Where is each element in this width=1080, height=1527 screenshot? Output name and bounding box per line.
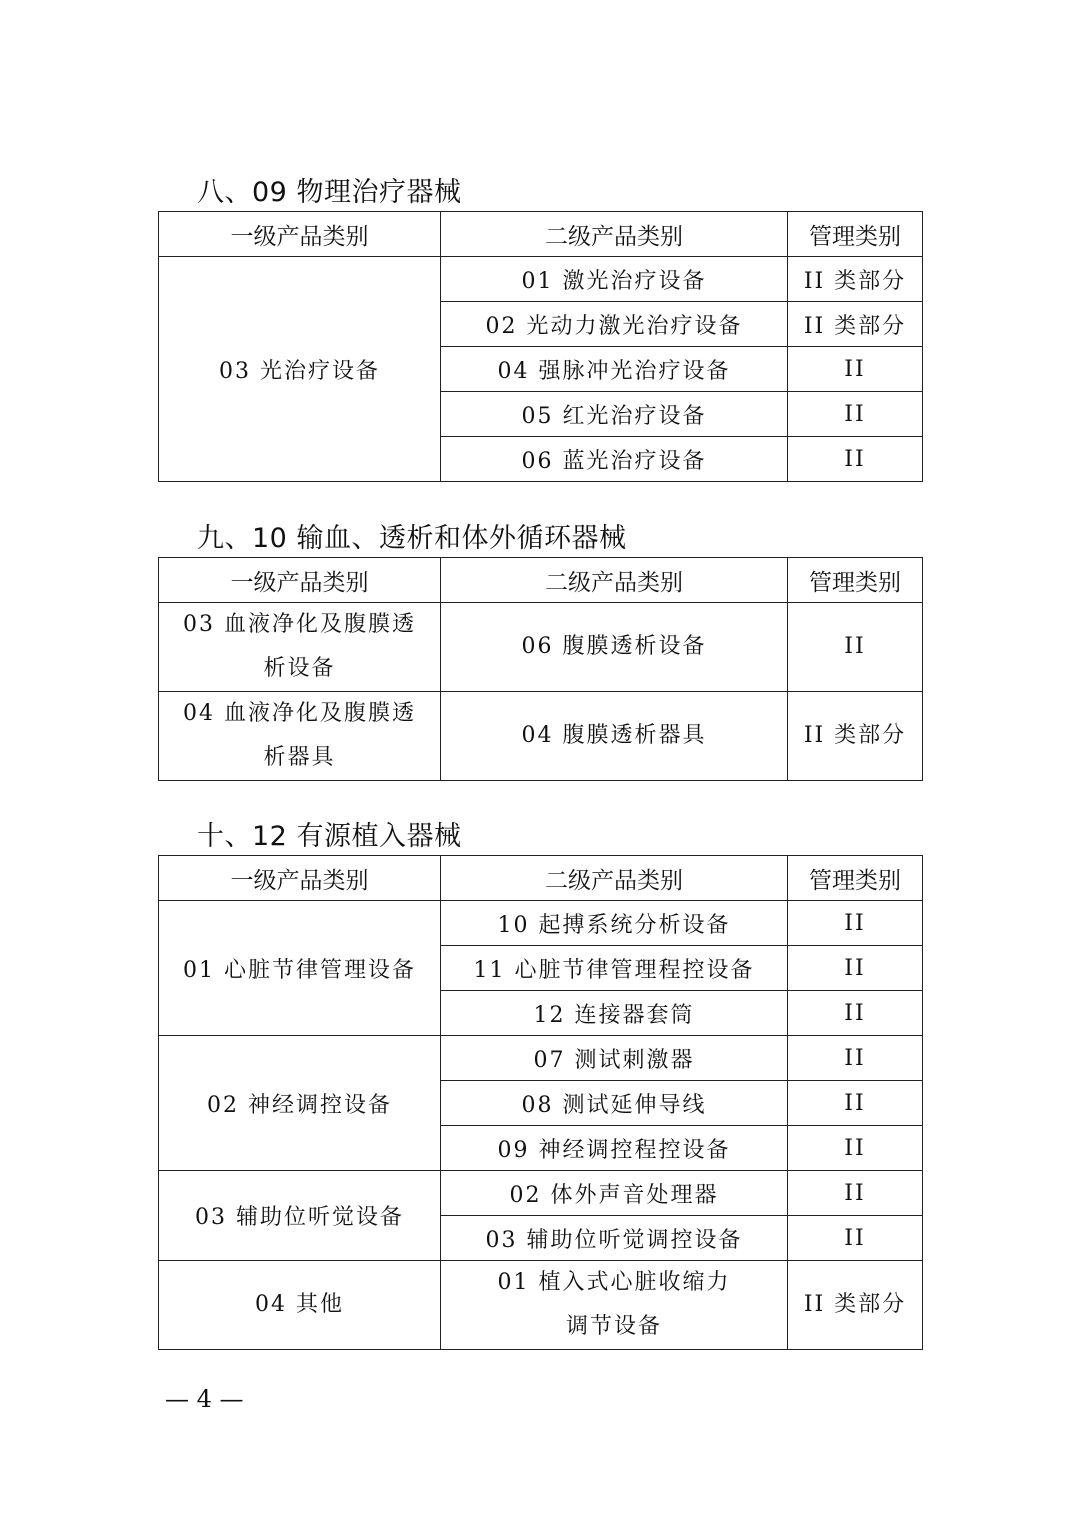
management-class-cell: II 类部分 — [788, 302, 923, 347]
table-physical-therapy — [158, 211, 923, 482]
header-secondary-category: 二级产品类别 — [441, 856, 788, 901]
table-dialysis — [158, 557, 923, 781]
management-class-cell: II — [788, 603, 923, 692]
management-class-cell: II — [788, 946, 923, 991]
header-secondary-category: 二级产品类别 — [441, 558, 788, 603]
secondary-category-cell: 09 神经调控程控设备 — [441, 1126, 788, 1171]
secondary-category-cell: 06 腹膜透析设备 — [441, 603, 788, 692]
primary-category-cell: 03 光治疗设备 — [159, 257, 441, 482]
table-row — [159, 901, 923, 946]
management-class-cell: II 类部分 — [788, 692, 923, 781]
table-row — [159, 257, 923, 302]
table-row — [159, 1171, 923, 1216]
primary-category-cell: 03 辅助位听觉设备 — [159, 1171, 441, 1261]
secondary-category-cell: 03 辅助位听觉调控设备 — [441, 1216, 788, 1261]
secondary-category-cell: 01 激光治疗设备 — [441, 257, 788, 302]
table-header-row — [159, 558, 923, 603]
secondary-category-cell: 12 连接器套筒 — [441, 991, 788, 1036]
section-title-active-implant: 十、12 有源植入器械 — [197, 821, 462, 852]
header-secondary-category: 二级产品类别 — [441, 212, 788, 257]
management-class-cell: II — [788, 1036, 923, 1081]
secondary-category-cell: 10 起搏系统分析设备 — [441, 901, 788, 946]
management-class-cell: II — [788, 347, 923, 392]
management-class-cell: II — [788, 437, 923, 482]
primary-category-cell: 04 其他 — [159, 1261, 441, 1350]
secondary-category-cell: 07 测试刺激器 — [441, 1036, 788, 1081]
management-class-cell: II 类部分 — [788, 257, 923, 302]
primary-category-cell: 02 神经调控设备 — [159, 1036, 441, 1171]
header-management-class: 管理类别 — [788, 856, 923, 901]
header-management-class: 管理类别 — [788, 558, 923, 603]
table-row — [159, 1261, 923, 1350]
header-primary-category: 一级产品类别 — [159, 212, 441, 257]
secondary-category-cell: 08 测试延伸导线 — [441, 1081, 788, 1126]
secondary-category-cell: 02 光动力激光治疗设备 — [441, 302, 788, 347]
table-active-implant — [158, 855, 923, 1350]
secondary-category-cell: 06 蓝光治疗设备 — [441, 437, 788, 482]
secondary-category-cell: 01 植入式心脏收缩力调节设备 — [441, 1261, 788, 1350]
primary-category-cell: 03 血液净化及腹膜透析设备 — [159, 603, 441, 692]
page-number: — 4 — — [165, 1385, 244, 1413]
management-class-cell: II — [788, 1126, 923, 1171]
table-header-row — [159, 212, 923, 257]
management-class-cell: II — [788, 1171, 923, 1216]
table-row — [159, 692, 923, 781]
header-primary-category: 一级产品类别 — [159, 856, 441, 901]
table-row — [159, 603, 923, 692]
primary-category-cell: 04 血液净化及腹膜透析器具 — [159, 692, 441, 781]
header-management-class: 管理类别 — [788, 212, 923, 257]
management-class-cell: II — [788, 991, 923, 1036]
secondary-category-cell: 04 强脉冲光治疗设备 — [441, 347, 788, 392]
section-title-dialysis: 九、10 输血、透析和体外循环器械 — [197, 523, 627, 554]
management-class-cell: II — [788, 392, 923, 437]
secondary-category-cell: 02 体外声音处理器 — [441, 1171, 788, 1216]
management-class-cell: II 类部分 — [788, 1261, 923, 1350]
table-row — [159, 1036, 923, 1081]
secondary-category-cell: 05 红光治疗设备 — [441, 392, 788, 437]
management-class-cell: II — [788, 1081, 923, 1126]
management-class-cell: II — [788, 901, 923, 946]
primary-category-cell: 01 心脏节律管理设备 — [159, 901, 441, 1036]
section-title-physical-therapy: 八、09 物理治疗器械 — [197, 177, 462, 208]
header-primary-category: 一级产品类别 — [159, 558, 441, 603]
table-header-row — [159, 856, 923, 901]
secondary-category-cell: 04 腹膜透析器具 — [441, 692, 788, 781]
secondary-category-cell: 11 心脏节律管理程控设备 — [441, 946, 788, 991]
management-class-cell: II — [788, 1216, 923, 1261]
